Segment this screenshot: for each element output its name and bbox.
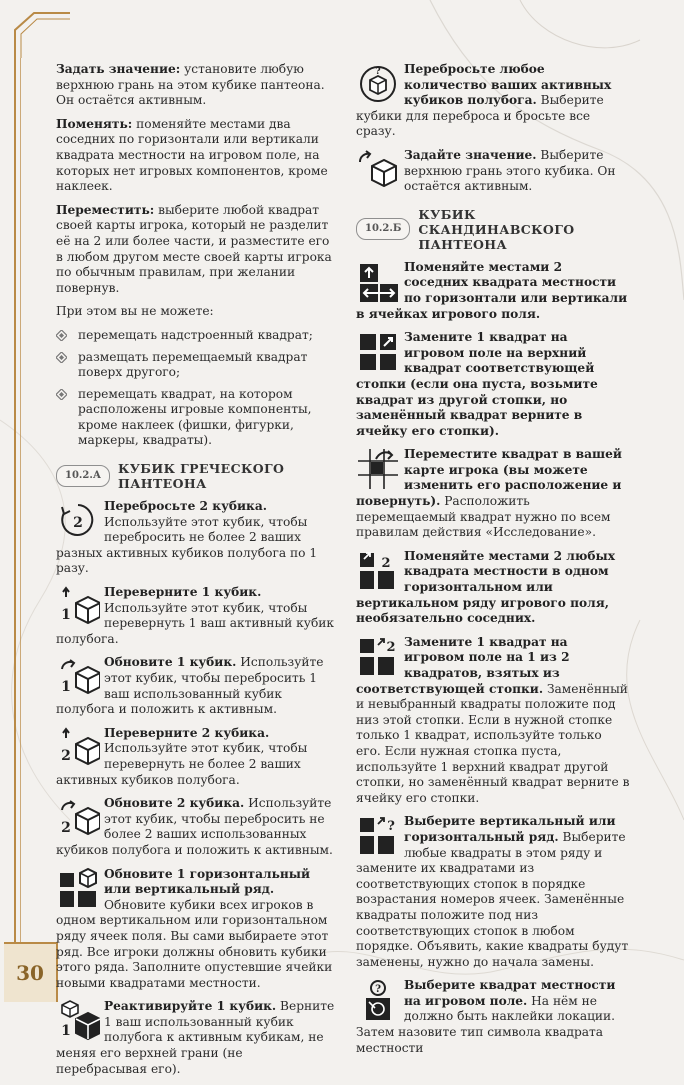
diamond-bullet-icon xyxy=(56,330,67,341)
section-badge: 10.2.Б xyxy=(356,218,410,240)
choose-terrain-icon xyxy=(356,978,400,1022)
svg-text:2: 2 xyxy=(61,747,71,764)
paragraph-swap: Поменять: поменяйте местами два соседних по горизонтали или вертикали квадрата местности на игровом поле, на которых нет игровых компонентов, кроме наклеек. xyxy=(56,116,328,194)
norse-entry-choose-terrain: ? Выберите квадрат местности на игровом поле. На нём не должно быть наклейки локации. Затем назовите тип символа квадрата местности xyxy=(356,978,616,1055)
section-title: КУБИК ГРЕЧЕСКОГО ПАНТЕОНА xyxy=(117,461,285,492)
section-heading-norse xyxy=(356,207,630,252)
norse-entry-swap-adjacent: Поменяйте местами 2 соседних квадрата местности по горизонтали или вертикали в ячейках игрового поля. xyxy=(356,259,628,321)
restriction-list xyxy=(56,328,336,449)
flip-1-cube-icon xyxy=(56,585,100,629)
norse-entry-replace-one-of-two: 2 Замените 1 квадрат на игровом поле на 1 из 2 квадратов, взятых из соответствующей стопки. Заменённый и невыбранный квадраты положите под низ этой стопки. Если в нужной стопке только 1 квадрат, используйте только его. Если нужная стопка пуста, используйте 1 верхний квадрат другой стопки, но заменённый квадрат верните в ячейку его стопки. xyxy=(356,634,630,805)
refresh-2-cubes-icon xyxy=(56,796,100,840)
right-column xyxy=(356,62,630,1064)
norse-entry-replace-row: ? Выберите вертикальный или горизонтальный ряд. Выберите любые квадраты в этом ряду и замените их квадратами из соответствующих стопок в порядке возрастания номеров ячеек. Заменённые квадраты положите под низ соответствующих стопок в любом порядке. Объявить, какие квадраты будут заменены, нужно до начала замены. xyxy=(356,814,629,969)
svg-text:2: 2 xyxy=(386,639,396,655)
frame-corner-ornament xyxy=(12,10,72,60)
greek-entry-reroll-any: ? Перебросьте любое количество ваших активных кубиков полубога. Выберите кубики для переброса и бросьте все сразу. xyxy=(356,62,612,139)
refresh-row-icon xyxy=(56,867,100,911)
section-badge: 10.2.А xyxy=(56,465,110,487)
greek-entry-reactivate: 1 Реактивируйте 1 кубик. Верните 1 ваш использованный кубик полубога к активным кубикам, не меняя его верхней грани (не перебрасывая его). xyxy=(56,999,335,1076)
svg-text:1: 1 xyxy=(61,679,71,696)
refresh-1-cube-icon xyxy=(56,655,100,699)
greek-entry-reroll-2: 2 Перебросьте 2 кубика. Используйте этот кубик, чтобы перебросить не более 2 ваших разных активных кубиков полубога по 1 разу. xyxy=(56,499,318,576)
svg-text:2: 2 xyxy=(73,515,83,532)
greek-entry-flip-1: 1 Переверните 1 кубик. Используйте этот кубик, чтобы перевернуть 1 ваш активный кубик полубога. xyxy=(56,585,335,646)
flip-2-cubes-icon xyxy=(56,726,100,770)
frame-left-inner xyxy=(20,58,21,942)
greek-entry-set-value: Задайте значение. Выберите верхнюю грань этого кубика. Он остаётся активным. xyxy=(356,148,630,195)
paragraph-restrictions: При этом вы не можете: xyxy=(56,304,214,319)
set-value-cube-icon xyxy=(356,148,400,192)
list-item: перемещать надстроенный квадрат; xyxy=(56,328,336,344)
frame-left-outer xyxy=(14,52,16,942)
move-tile-icon xyxy=(356,447,400,491)
svg-text:?: ? xyxy=(375,67,381,77)
section-heading-greek xyxy=(56,461,336,491)
reroll-2-cube-icon xyxy=(56,499,100,543)
swap-adjacent-icon xyxy=(356,260,400,304)
paragraph-move: Переместить: выберите любой квадрат своей карты игрока, который не разделит её на 2 или более части, и разместите его в любом другом месте своей карты игрока по обычным правилам, при желании повернув. xyxy=(56,202,332,295)
svg-text:?: ? xyxy=(387,819,395,835)
greek-entry-refresh-1: 1 Обновите 1 кубик. Используйте этот кубик, чтобы перебросить 1 ваш использованный кубик полубога и положить к активным. xyxy=(56,655,324,717)
norse-entry-replace-top: Замените 1 квадрат на игровом поле на верхний квадрат соответствующей стопки (если она пуста, возьмите квадрат из другой стопки, но заменённый квадрат верните в ячейку его стопки). xyxy=(356,330,598,438)
page-number: 30 xyxy=(4,942,58,1002)
left-column xyxy=(56,62,336,1085)
svg-text:1: 1 xyxy=(61,607,71,624)
svg-text:?: ? xyxy=(375,984,381,996)
greek-entry-flip-2: 2 Переверните 2 кубика. Используйте этот кубик, чтобы перевернуть не более 2 ваших активных кубиков полубога. xyxy=(56,725,308,787)
replace-row-icon xyxy=(356,814,400,858)
list-item: перемещать квадрат, на котором расположены игровые компоненты, кроме наклеек (фишки, фигурки, маркеры, квадраты). xyxy=(56,387,336,449)
greek-entry-refresh-2: 2 Обновите 2 кубика. Используйте этот кубик, чтобы перебросить не более 2 ваших использованных кубиков полубога и положить к активным. xyxy=(56,796,333,857)
svg-text:2: 2 xyxy=(61,820,71,837)
replace-one-of-two-icon xyxy=(356,635,400,679)
norse-entry-move-tile: Переместите квадрат в вашей карте игрока (вы можете изменить его расположение и повернуть). Расположить перемещаемый квадрат нужно по всем правилам действия «Исследование». xyxy=(356,447,622,540)
diamond-bullet-icon xyxy=(56,389,67,400)
diamond-bullet-icon xyxy=(56,352,67,363)
list-item: размещать перемещаемый квадрат поверх другого; xyxy=(56,350,336,381)
greek-entry-refresh-row: Обновите 1 горизонтальный или вертикальный ряд. Обновите кубики всех игроков в одном вертикальном или горизонтальном ряду ячеек поля. Вы сами выбираете этот ряд. Все игроки должны обновить кубики этого ряда. Заполните опустевшие ячейки новыми квадратами местности. xyxy=(56,866,333,990)
reactivate-cube-icon xyxy=(56,999,100,1043)
norse-entry-swap-row: 2 Поменяйте местами 2 любых квадрата местности в одном горизонтальном или вертикальном ряду игрового поля, необязательно соседних. xyxy=(356,548,615,626)
paragraph-set-value: Задать значение: установите любую верхнюю грань на этом кубике пантеона. Он остаётся активным. xyxy=(56,62,325,108)
replace-top-tile-icon xyxy=(356,330,400,374)
svg-text:1: 1 xyxy=(61,1023,71,1040)
section-title: КУБИК СКАНДИНАВСКОГО ПАНТЕОНА xyxy=(418,206,575,252)
svg-text:2: 2 xyxy=(381,555,391,571)
reroll-any-cubes-icon xyxy=(356,62,400,106)
swap-row-icon xyxy=(356,549,400,593)
